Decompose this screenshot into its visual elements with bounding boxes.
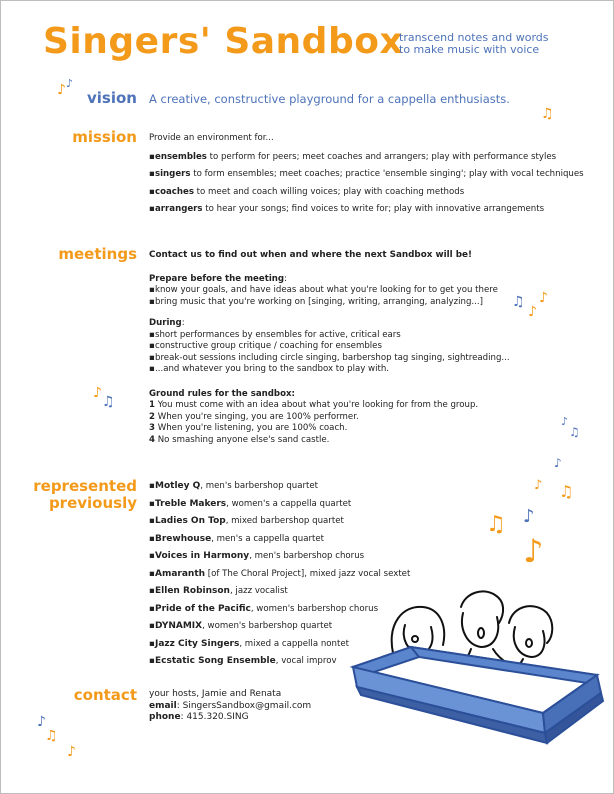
bullet: ▪ xyxy=(149,204,155,214)
mission-item-bold: singers xyxy=(155,169,191,179)
list-item xyxy=(149,481,410,499)
represented-heading-line-1: represented xyxy=(33,477,137,495)
mission-item xyxy=(149,187,584,199)
group-desc: , jazz vocalist xyxy=(229,586,288,596)
bullet: ▪ xyxy=(149,498,155,509)
meetings-block xyxy=(149,250,510,446)
group-desc: , mixed barbershop quartet xyxy=(225,516,344,526)
rule-number: 2 xyxy=(149,411,155,422)
mission-item-text: to hear your songs; find voices to write for; play with innovative arrangements xyxy=(202,204,545,214)
bullet: ▪ xyxy=(149,551,155,561)
group-name: Motley Q xyxy=(155,481,201,491)
rule-number: 4 xyxy=(149,434,155,445)
music-note-icon: ♫ xyxy=(569,425,580,439)
singer-mid-face xyxy=(462,613,498,647)
singer-right-mouth xyxy=(526,639,532,647)
music-note-icon: ♪ xyxy=(37,714,46,730)
tagline-line-1: transcend notes and words xyxy=(399,31,549,44)
music-note-icon: ♪ xyxy=(539,290,548,306)
bullet: ▪ xyxy=(149,621,155,631)
contact-hosts: your hosts, Jamie and Renata xyxy=(149,689,282,699)
music-note-icon: ♪ xyxy=(66,77,74,90)
meetings-heading: meetings xyxy=(58,245,137,263)
mission-item xyxy=(149,204,584,216)
bullet: ▪ xyxy=(149,364,155,374)
group-desc: , men's barbershop chorus xyxy=(249,551,365,561)
page-title: Singers' Sandbox xyxy=(43,21,404,62)
group-desc: , men's barbershop quartet xyxy=(200,481,319,491)
during-item xyxy=(149,341,510,353)
group-name: Ladies On Top xyxy=(155,516,226,526)
singer-right-face xyxy=(514,627,545,657)
mission-item-bold: coaches xyxy=(155,186,194,197)
group-desc: , women's a cappella quartet xyxy=(226,498,352,509)
group-name: DYNAMIX xyxy=(155,621,203,631)
group-name: Treble Makers xyxy=(155,498,227,509)
prepare-item-text: bring music that you're working on [singing, writing, arranging, analyzing...] xyxy=(155,296,483,307)
group-name: Ecstatic Song Ensemble xyxy=(155,656,276,666)
bullet: ▪ xyxy=(149,481,155,491)
singer-mid-mouth xyxy=(478,628,484,638)
during-heading-text: During xyxy=(149,318,182,328)
bullet: ▪ xyxy=(149,341,155,351)
mission-heading: mission xyxy=(72,128,137,146)
meetings-lead: Contact us to find out when and where the next Sandbox will be! xyxy=(149,250,473,260)
group-name: Ellen Robinson xyxy=(155,586,230,596)
music-note-icon: ♫ xyxy=(559,482,574,501)
prepare-item xyxy=(149,297,510,309)
music-note-icon: ♫ xyxy=(45,728,58,744)
represented-heading-line-2: previously xyxy=(48,494,137,512)
list-item xyxy=(149,499,410,517)
mission-item-text: to meet and coach willing voices; play with coaching methods xyxy=(193,186,465,197)
during-item-text: short performances by ensembles for active, critical ears xyxy=(155,329,401,340)
rule-text: When you're listening, you are 100% coach. xyxy=(154,423,348,433)
mission-intro: Provide an environment for... xyxy=(149,133,274,143)
bullet: ▪ xyxy=(149,169,155,179)
rules-heading: Ground rules for the sandbox: xyxy=(149,388,295,399)
music-note-icon: ♪ xyxy=(534,478,543,493)
rule-number: 3 xyxy=(149,423,155,433)
rule-number: 1 xyxy=(149,400,155,410)
list-item xyxy=(149,534,410,552)
music-note-icon: ♪ xyxy=(93,385,102,401)
group-desc: [of The Choral Project], mixed jazz vocal sextet xyxy=(205,568,411,579)
bullet: ▪ xyxy=(149,329,155,340)
vision-heading: vision xyxy=(87,89,137,107)
bullet: ▪ xyxy=(149,603,155,614)
prepare-heading-text: Prepare before the meeting xyxy=(149,273,285,284)
bullet: ▪ xyxy=(149,516,155,526)
contact-phone xyxy=(149,712,311,724)
singer-left-hair xyxy=(392,607,444,653)
prepare-item-text: know your goals, and have ideas about what you're looking for to get you there xyxy=(155,285,498,295)
bullet: ▪ xyxy=(149,296,155,307)
rule-item xyxy=(149,400,510,412)
rule-item xyxy=(149,435,510,447)
during-item xyxy=(149,330,510,342)
sandbox-singers-illustration xyxy=(349,583,611,778)
mission-item-bold: arrangers xyxy=(155,204,203,214)
music-note-icon: ♫ xyxy=(512,294,525,310)
rule-text: You must come with an idea about what you're looking for from the group. xyxy=(154,400,479,410)
mission-item-text: to perform for peers; meet coaches and arrangers; play with performance styles xyxy=(206,151,557,162)
singer-left-mouth xyxy=(412,636,418,642)
during-item-text: constructive group critique / coaching for ensembles xyxy=(155,341,382,351)
during-heading xyxy=(149,318,510,330)
bullet: ▪ xyxy=(149,151,155,162)
mission-item-text: to form ensembles; meet coaches; practice 'ensemble singing'; play with vocal techniques xyxy=(190,169,584,179)
music-note-icon: ♪ xyxy=(67,744,76,760)
phone-label: phone xyxy=(149,712,181,722)
contact-email xyxy=(149,701,311,713)
contact-heading: contact xyxy=(73,686,137,704)
represented-heading xyxy=(33,478,137,512)
bullet: ▪ xyxy=(149,638,155,649)
email-label: email xyxy=(149,700,177,711)
music-note-icon: ♪ xyxy=(523,506,535,527)
bullet: ▪ xyxy=(149,533,155,544)
mission-item-bold: ensembles xyxy=(155,151,207,162)
during-item xyxy=(149,364,510,376)
list-item xyxy=(149,551,410,569)
music-note-icon: ♪ xyxy=(57,82,66,98)
list-item xyxy=(149,516,410,534)
group-desc: , women's barbershop chorus xyxy=(250,603,379,614)
during-item-text: ...and whatever you bring to the sandbox to play with. xyxy=(155,364,390,374)
group-name: Pride of the Pacific xyxy=(155,603,251,614)
group-desc: , vocal improv xyxy=(275,656,337,666)
contact-block xyxy=(149,689,311,724)
rule-text: When you're singing, you are 100% performer. xyxy=(154,411,359,422)
music-note-icon: ♫ xyxy=(541,106,554,122)
tagline-line-2: to make music with voice xyxy=(399,43,540,56)
group-name: Voices in Harmony xyxy=(155,551,250,561)
prepare-colon: : xyxy=(284,273,287,284)
mission-item xyxy=(149,169,584,181)
music-note-icon: ♪ xyxy=(523,532,544,570)
music-note-icon: ♫ xyxy=(102,394,115,410)
sandbox xyxy=(353,647,603,743)
mission-block xyxy=(149,133,584,216)
singer-right-hair xyxy=(509,606,552,643)
phone-value: : 415.320.SING xyxy=(180,712,249,722)
during-item-text: break-out sessions including circle singing, barbershop tag singing, sightreading... xyxy=(155,352,510,363)
bullet: ▪ xyxy=(149,352,155,363)
mission-item xyxy=(149,152,584,164)
group-name: Brewhouse xyxy=(155,533,212,544)
music-note-icon: ♫ xyxy=(486,512,506,537)
bullet: ▪ xyxy=(149,568,155,579)
music-note-icon: ♪ xyxy=(561,415,569,428)
rule-text: No smashing anyone else's sand castle. xyxy=(154,434,330,445)
email-value[interactable]: : SingersSandbox@gmail.com xyxy=(176,700,312,711)
bullet: ▪ xyxy=(149,285,155,295)
music-note-icon: ♪ xyxy=(554,456,562,470)
rule-item xyxy=(149,423,510,435)
group-name: Jazz City Singers xyxy=(155,638,240,649)
group-desc: , mixed a cappella nontet xyxy=(239,638,349,649)
group-desc: , women's barbershop quartet xyxy=(202,621,333,631)
vision-text: A creative, constructive playground for a cappella enthusiasts. xyxy=(149,92,510,106)
group-desc: , men's a cappella quartet xyxy=(211,533,325,544)
prepare-item xyxy=(149,285,510,297)
tagline xyxy=(399,32,549,56)
during-item xyxy=(149,353,510,365)
during-colon: : xyxy=(181,318,185,328)
bullet: ▪ xyxy=(149,656,155,666)
bullet: ▪ xyxy=(149,586,155,596)
group-name: Amaranth xyxy=(155,568,206,579)
prepare-heading xyxy=(149,274,510,286)
music-note-icon: ♪ xyxy=(528,304,537,320)
rule-item xyxy=(149,412,510,424)
bullet: ▪ xyxy=(149,186,155,197)
